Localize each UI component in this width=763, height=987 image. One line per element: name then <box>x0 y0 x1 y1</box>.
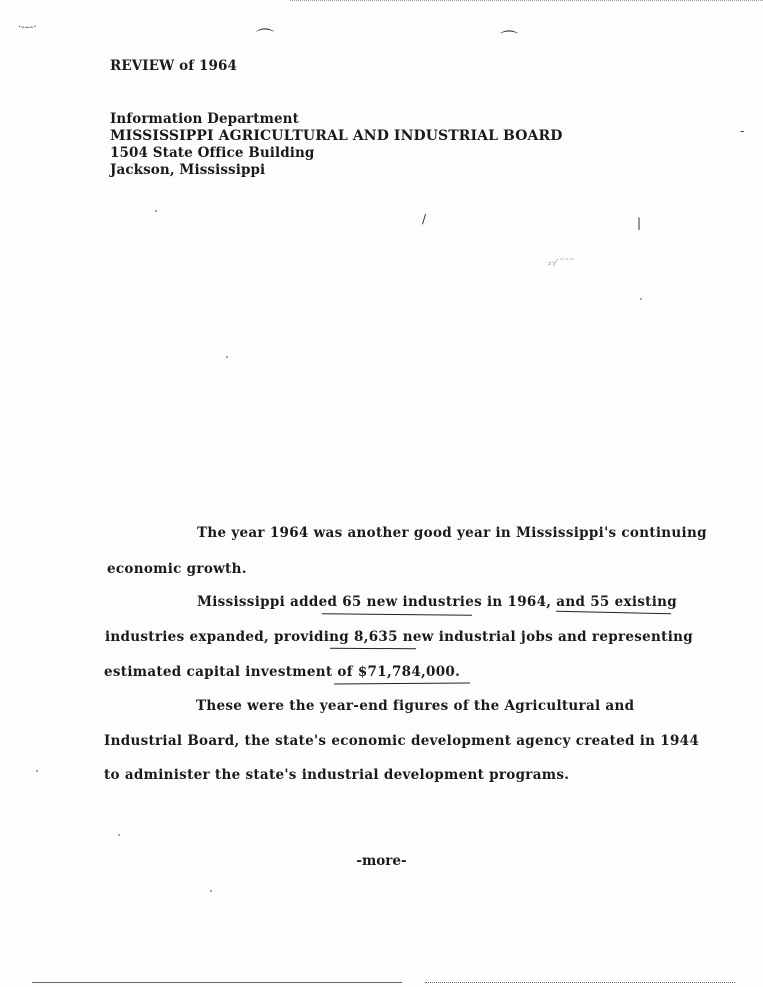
handwritten-underline <box>330 648 416 650</box>
margin-bar-mark: | <box>637 216 642 230</box>
underlined-figure-investment: $71,784,000. <box>357 664 461 680</box>
p2-text: industrial jobs and representing <box>433 629 693 645</box>
speck <box>226 356 228 358</box>
handwritten-underline <box>334 683 470 685</box>
paragraph-2-line-2 <box>105 629 693 645</box>
corner-scribble-mark: ·‐–‐· <box>18 22 37 33</box>
speck <box>210 890 212 892</box>
address-street: 1504 State Office Building <box>110 145 315 161</box>
document-heading: REVIEW of 1964 <box>110 58 237 74</box>
address-organization: MISSISSIPPI AGRICULTURAL AND INDUSTRIAL BOARD <box>110 128 563 144</box>
address-city: Jackson, Mississippi <box>110 162 266 178</box>
p2-text: industries expanded, providing <box>105 629 355 645</box>
bottom-edge-line <box>32 982 402 983</box>
speck <box>640 298 642 300</box>
more-footer: -more- <box>356 853 407 869</box>
p2-text: estimated capital investment of <box>104 664 358 680</box>
paragraph-1-line-2: economic growth. <box>107 561 247 577</box>
paragraph-1-line-1: The year 1964 was another good year in Mississippi's continuing <box>197 525 707 541</box>
paragraph-3-line-1: These were the year-end figures of the Agricultural and <box>196 698 635 714</box>
paragraph-3-line-2: Industrial Board, the state's economic development agency created in 1944 <box>104 733 700 749</box>
paragraph-2-line-1 <box>197 594 677 610</box>
top-edge-dots <box>290 0 763 4</box>
pencil-tick-mark: / <box>422 212 427 226</box>
underlined-figure-new-industries: 65 new industries <box>342 594 482 610</box>
bottom-edge-line <box>425 982 735 983</box>
paragraph-2-line-3 <box>104 664 460 680</box>
margin-dash-mark: ‐ <box>740 124 745 138</box>
p2-text: Mississippi added <box>197 594 343 610</box>
speck <box>155 210 157 212</box>
underlined-figure-jobs: 8,635 new <box>354 629 434 645</box>
handwritten-underline <box>556 611 671 614</box>
speck <box>36 770 38 772</box>
paragraph-3-line-3: to administer the state's industrial development programs. <box>104 767 570 783</box>
arc-mark-left: ⌒ <box>256 28 274 49</box>
handwritten-underline <box>322 613 472 616</box>
faint-handwriting-mark: ⸗·⁄ ˜˘˜ <box>548 258 575 269</box>
underlined-figure-existing: 55 existing <box>590 594 677 610</box>
p2-text: in 1964, and <box>481 594 591 610</box>
address-department: Information Department <box>110 111 299 127</box>
arc-mark-right: ⌒ <box>500 30 518 51</box>
speck <box>118 834 120 836</box>
